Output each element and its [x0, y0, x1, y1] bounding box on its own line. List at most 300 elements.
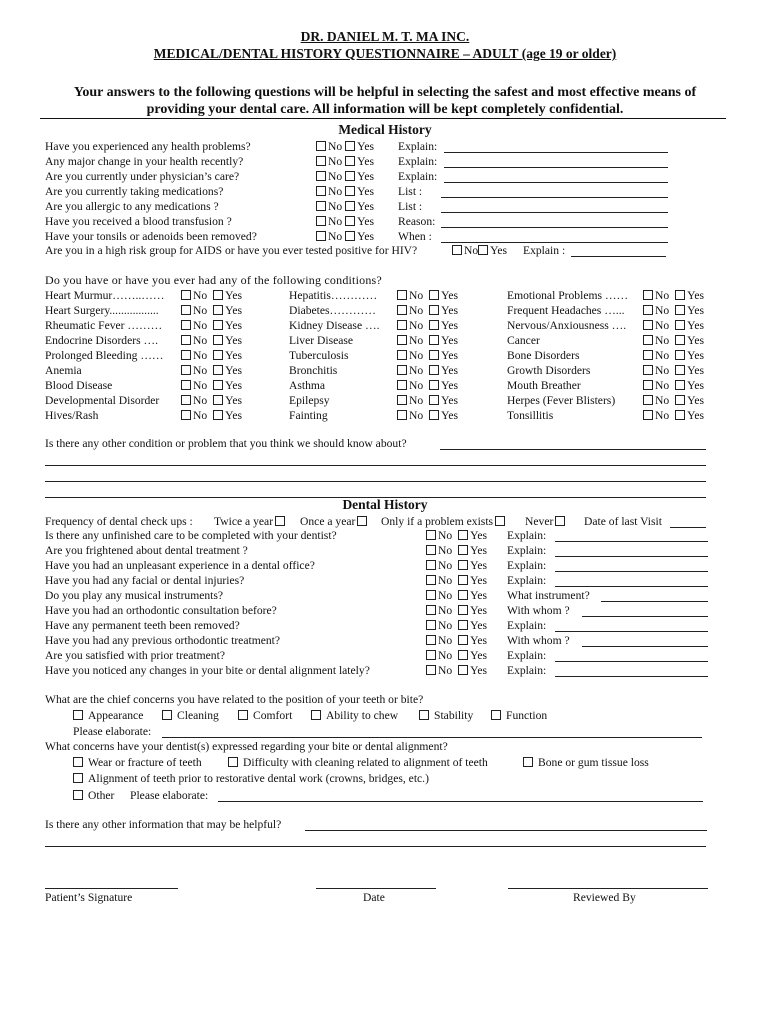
dental-no-checkbox[interactable]: [426, 545, 436, 555]
yes-label: Yes: [687, 304, 705, 317]
condition-label: Emotional Problems ……: [507, 289, 629, 302]
condition-no-checkbox[interactable]: [181, 395, 191, 405]
dental-question: Is there any unfinished care to be completed with your dentist?: [45, 529, 337, 542]
condition-label: Growth Disorders: [507, 364, 591, 377]
chief-option: [162, 709, 219, 722]
condition-yes-checkbox[interactable]: [429, 380, 439, 390]
yes-label: Yes: [687, 409, 705, 422]
freq-problem-checkbox[interactable]: [495, 516, 505, 526]
yes-label: Yes: [441, 319, 459, 332]
freq-twice-checkbox[interactable]: [275, 516, 285, 526]
condition-yes-checkbox[interactable]: [675, 320, 685, 330]
condition-yes-checkbox[interactable]: [675, 410, 685, 420]
condition-no-checkbox[interactable]: [181, 410, 191, 420]
freq-never-checkbox[interactable]: [555, 516, 565, 526]
condition-label: Fainting: [289, 409, 328, 422]
yes-label: Yes: [225, 289, 243, 302]
condition-no-checkbox[interactable]: [397, 410, 407, 420]
condition-yes-checkbox[interactable]: [675, 290, 685, 300]
condition-label: Mouth Breather: [507, 379, 581, 392]
dental-followup-label: Explain:: [507, 619, 547, 632]
condition-answer: [643, 364, 704, 377]
condition-yes-checkbox[interactable]: [213, 410, 223, 420]
dental-yes-checkbox[interactable]: [458, 560, 468, 570]
condition-label: Hives/Rash: [45, 409, 99, 422]
freq-once: [300, 515, 369, 528]
condition-answer: [397, 289, 458, 302]
form-title: MEDICAL/DENTAL HISTORY QUESTIONNAIRE – ADULT (age 19 or older): [153, 46, 617, 61]
condition-answer: [181, 409, 242, 422]
no-label: No: [409, 364, 424, 377]
condition-label: Heart Surgery.................: [45, 304, 159, 317]
hiv-answer: [452, 244, 507, 257]
dental-no-checkbox[interactable]: [426, 530, 436, 540]
condition-answer: [397, 349, 458, 362]
medical-followup-field[interactable]: [441, 242, 668, 243]
dental-question: Have any permanent teeth been removed?: [45, 619, 240, 632]
dental-yes-checkbox[interactable]: [458, 605, 468, 615]
intro-line-1: Your answers to the following questions will be helpful in selecting the safest and most effective means of: [73, 85, 697, 100]
condition-no-checkbox[interactable]: [643, 395, 653, 405]
condition-no-checkbox[interactable]: [643, 410, 653, 420]
chief-option: [238, 709, 292, 722]
condition-answer: [181, 349, 242, 362]
last-visit-label: Date of last Visit: [584, 515, 662, 528]
condition-label: Heart Murmur……..……: [45, 289, 165, 302]
dental-followup-field[interactable]: [555, 556, 708, 557]
no-label: No: [409, 394, 424, 407]
yes-label: Yes: [687, 379, 705, 392]
no-label: No: [409, 289, 424, 302]
dental-no-checkbox[interactable]: [426, 590, 436, 600]
dental-followup-field[interactable]: [555, 571, 708, 572]
condition-label: Endocrine Disorders ….: [45, 334, 159, 347]
other-info-line-2[interactable]: [45, 846, 706, 847]
chief-elaborate-label: Please elaborate:: [73, 725, 152, 738]
medical-answer: [316, 215, 374, 228]
no-label: No: [438, 634, 453, 647]
condition-yes-checkbox[interactable]: [429, 410, 439, 420]
condition-answer: [181, 379, 242, 392]
yes-label: Yes: [490, 244, 508, 257]
medical-followup-field[interactable]: [441, 212, 668, 213]
medical-question: Any major change in your health recently?: [45, 155, 244, 168]
dentist-option-wear: [73, 756, 202, 769]
yes-label: Yes: [470, 559, 488, 572]
no-label: No: [655, 409, 670, 422]
yes-label: Yes: [441, 349, 459, 362]
dental-yes-checkbox[interactable]: [458, 590, 468, 600]
dental-no-checkbox[interactable]: [426, 620, 436, 630]
yes-label: Yes: [470, 664, 488, 677]
dental-history-title: Dental History: [342, 497, 428, 512]
no-label: No: [193, 409, 208, 422]
no-label: No: [655, 349, 670, 362]
bone-loss-checkbox[interactable]: [523, 757, 533, 767]
other-info-field[interactable]: [305, 830, 707, 831]
condition-label: Frequent Headaches …...: [507, 304, 625, 317]
hiv-explain-field[interactable]: [571, 256, 666, 257]
medical-question: Are you allergic to any medications ?: [45, 200, 219, 213]
condition-label: Developmental Disorder: [45, 394, 160, 407]
condition-no-checkbox[interactable]: [181, 380, 191, 390]
condition-label: Blood Disease: [45, 379, 113, 392]
no-label: No: [409, 319, 424, 332]
dentist-concerns-question: What concerns have your dentist(s) expressed regarding your bite or dental alignment?: [45, 740, 448, 753]
medical-followup-label: When :: [398, 230, 432, 243]
other-condition-line-2[interactable]: [45, 465, 706, 466]
condition-no-checkbox[interactable]: [643, 335, 653, 345]
medical-followup-field[interactable]: [441, 227, 668, 228]
no-label: No: [655, 364, 670, 377]
dental-yes-checkbox[interactable]: [458, 650, 468, 660]
condition-label: Asthma: [289, 379, 326, 392]
chief-concerns-question: What are the chief concerns you have related to the position of your teeth or bite?: [45, 693, 424, 706]
freq-once-label: Once a year: [300, 515, 356, 528]
no-label: No: [655, 289, 670, 302]
other-elaborate-field[interactable]: [218, 801, 703, 802]
medical-answer: [316, 140, 374, 153]
chief-option-label: Function: [506, 709, 548, 722]
other-condition-field[interactable]: [440, 449, 706, 450]
medical-q2-no-checkbox[interactable]: [316, 171, 326, 181]
patient-signature-field[interactable]: [45, 888, 178, 889]
condition-answer: [643, 289, 704, 302]
condition-yes-checkbox[interactable]: [675, 365, 685, 375]
dental-yes-checkbox[interactable]: [458, 545, 468, 555]
condition-no-checkbox[interactable]: [181, 365, 191, 375]
medical-q6-yes-checkbox[interactable]: [345, 231, 355, 241]
dental-followup-label: Explain:: [507, 544, 547, 557]
yes-label: Yes: [357, 170, 375, 183]
cleaning-difficulty-checkbox[interactable]: [228, 757, 238, 767]
dentist-option-bone: [523, 756, 649, 769]
condition-label: Nervous/Anxiousness ….: [507, 319, 627, 332]
condition-label: Rheumatic Fever ………: [45, 319, 163, 332]
yes-label: Yes: [470, 649, 488, 662]
chief-option-checkbox[interactable]: [491, 710, 501, 720]
medical-q2-yes-checkbox[interactable]: [345, 171, 355, 181]
yes-label: Yes: [470, 589, 488, 602]
medical-q5-no-checkbox[interactable]: [316, 216, 326, 226]
medical-q4-yes-checkbox[interactable]: [345, 201, 355, 211]
condition-yes-checkbox[interactable]: [213, 395, 223, 405]
yes-label: Yes: [225, 394, 243, 407]
chief-option: [491, 709, 547, 722]
condition-answer: [643, 409, 704, 422]
condition-label: Bronchitis: [289, 364, 338, 377]
medical-q6-no-checkbox[interactable]: [316, 231, 326, 241]
freq-problem-label: Only if a problem exists: [381, 515, 494, 528]
condition-yes-checkbox[interactable]: [429, 335, 439, 345]
medical-q0-no-checkbox[interactable]: [316, 141, 326, 151]
medical-q1-yes-checkbox[interactable]: [345, 156, 355, 166]
no-label: No: [438, 619, 453, 632]
doctor-name: DR. DANIEL M. T. MA INC.: [300, 29, 470, 44]
dental-answer: [426, 634, 487, 647]
condition-no-checkbox[interactable]: [397, 395, 407, 405]
condition-yes-checkbox[interactable]: [429, 320, 439, 330]
yes-label: Yes: [225, 409, 243, 422]
medical-q3-no-checkbox[interactable]: [316, 186, 326, 196]
freq-twice-label: Twice a year: [214, 515, 274, 528]
dental-followup-field[interactable]: [582, 616, 708, 617]
no-label: No: [328, 170, 343, 183]
medical-answer: [316, 200, 374, 213]
chief-option-label: Comfort: [253, 709, 293, 722]
medical-answer: [316, 185, 374, 198]
dental-yes-checkbox[interactable]: [458, 530, 468, 540]
reviewed-by-label: Reviewed By: [573, 891, 636, 904]
condition-label: Prolonged Bleeding ……: [45, 349, 164, 362]
no-label: No: [655, 304, 670, 317]
no-label: No: [328, 155, 343, 168]
condition-no-checkbox[interactable]: [181, 335, 191, 345]
no-label: No: [464, 244, 479, 257]
condition-answer: [181, 319, 242, 332]
dental-yes-checkbox[interactable]: [458, 665, 468, 675]
last-visit-field[interactable]: [670, 527, 706, 528]
condition-yes-checkbox[interactable]: [213, 350, 223, 360]
dental-answer: [426, 574, 487, 587]
no-label: No: [438, 529, 453, 542]
dental-followup-field[interactable]: [555, 541, 708, 542]
condition-no-checkbox[interactable]: [643, 350, 653, 360]
condition-yes-checkbox[interactable]: [213, 380, 223, 390]
dental-question: Are you satisfied with prior treatment?: [45, 649, 225, 662]
conditions-prompt: Do you have or have you ever had any of the following conditions?: [45, 273, 382, 287]
hiv-explain-label: Explain :: [523, 244, 566, 257]
yes-label: Yes: [470, 634, 488, 647]
dental-yes-checkbox[interactable]: [458, 635, 468, 645]
dental-question: Have you noticed any changes in your bite or dental alignment lately?: [45, 664, 370, 677]
condition-no-checkbox[interactable]: [397, 335, 407, 345]
hiv-no-checkbox[interactable]: [452, 245, 462, 255]
condition-no-checkbox[interactable]: [643, 365, 653, 375]
condition-no-checkbox[interactable]: [397, 350, 407, 360]
no-label: No: [655, 379, 670, 392]
medical-q5-yes-checkbox[interactable]: [345, 216, 355, 226]
no-label: No: [193, 379, 208, 392]
condition-yes-checkbox[interactable]: [213, 290, 223, 300]
chief-option: [419, 709, 473, 722]
condition-yes-checkbox[interactable]: [675, 305, 685, 315]
chief-option-checkbox[interactable]: [419, 710, 429, 720]
condition-yes-checkbox[interactable]: [213, 335, 223, 345]
condition-answer: [397, 364, 458, 377]
other-elaborate-label: Please elaborate:: [130, 789, 209, 802]
condition-no-checkbox[interactable]: [643, 320, 653, 330]
dental-answer: [426, 649, 487, 662]
condition-no-checkbox[interactable]: [181, 305, 191, 315]
condition-yes-checkbox[interactable]: [429, 395, 439, 405]
condition-answer: [643, 304, 704, 317]
chief-option-checkbox[interactable]: [238, 710, 248, 720]
dentist-option-cleaning: [228, 756, 488, 769]
frequency-label: Frequency of dental check ups :: [45, 515, 193, 528]
dental-followup-field[interactable]: [582, 646, 708, 647]
yes-label: Yes: [357, 140, 375, 153]
alignment-checkbox[interactable]: [73, 773, 83, 783]
dental-answer: [426, 619, 487, 632]
yes-label: Yes: [687, 394, 705, 407]
condition-answer: [643, 394, 704, 407]
chief-option-checkbox[interactable]: [311, 710, 321, 720]
dental-question: Have you had any previous orthodontic treatment?: [45, 634, 281, 647]
condition-label: Epilepsy: [289, 394, 330, 407]
dental-answer: [426, 559, 487, 572]
condition-no-checkbox[interactable]: [181, 350, 191, 360]
condition-yes-checkbox[interactable]: [675, 380, 685, 390]
patient-signature-label: Patient’s Signature: [45, 891, 133, 904]
condition-no-checkbox[interactable]: [181, 320, 191, 330]
condition-yes-checkbox[interactable]: [429, 365, 439, 375]
medical-followup-field[interactable]: [441, 197, 668, 198]
chief-option: [311, 709, 398, 722]
dental-no-checkbox[interactable]: [426, 560, 436, 570]
medical-q0-yes-checkbox[interactable]: [345, 141, 355, 151]
condition-label: Anemia: [45, 364, 82, 377]
condition-answer: [397, 304, 458, 317]
dental-followup-field[interactable]: [555, 631, 708, 632]
dental-followup-label: Explain:: [507, 664, 547, 677]
condition-answer: [181, 304, 242, 317]
no-label: No: [655, 394, 670, 407]
no-label: No: [438, 589, 453, 602]
dental-yes-checkbox[interactable]: [458, 575, 468, 585]
dentist-option-alignment: [73, 772, 429, 785]
condition-no-checkbox[interactable]: [643, 290, 653, 300]
condition-answer: [181, 364, 242, 377]
no-label: No: [193, 394, 208, 407]
medical-followup-label: Explain:: [398, 170, 438, 183]
medical-followup-label: List :: [398, 185, 423, 198]
condition-no-checkbox[interactable]: [643, 380, 653, 390]
no-label: No: [328, 215, 343, 228]
dental-followup-field[interactable]: [555, 661, 708, 662]
dental-followup-field[interactable]: [555, 676, 708, 677]
condition-label: Diabetes…………: [289, 304, 376, 317]
condition-yes-checkbox[interactable]: [429, 350, 439, 360]
dental-answer: [426, 544, 487, 557]
condition-yes-checkbox[interactable]: [213, 365, 223, 375]
condition-yes-checkbox[interactable]: [675, 395, 685, 405]
medical-followup-field[interactable]: [444, 182, 668, 183]
medical-question: Have you experienced any health problems?: [45, 140, 251, 153]
condition-no-checkbox[interactable]: [397, 290, 407, 300]
condition-label: Hepatitis…………: [289, 289, 378, 302]
medical-followup-field[interactable]: [444, 152, 668, 153]
condition-no-checkbox[interactable]: [397, 305, 407, 315]
yes-label: Yes: [470, 604, 488, 617]
no-label: No: [328, 140, 343, 153]
no-label: No: [193, 304, 208, 317]
yes-label: Yes: [441, 289, 459, 302]
condition-answer: [181, 289, 242, 302]
dental-followup-field[interactable]: [601, 601, 708, 602]
medical-answer: [316, 170, 374, 183]
hiv-yes-checkbox[interactable]: [478, 245, 488, 255]
condition-label: Bone Disorders: [507, 349, 580, 362]
condition-yes-checkbox[interactable]: [429, 290, 439, 300]
yes-label: Yes: [441, 334, 459, 347]
yes-label: Yes: [470, 574, 488, 587]
freq-once-checkbox[interactable]: [357, 516, 367, 526]
chief-option-checkbox[interactable]: [73, 710, 83, 720]
date-field[interactable]: [316, 888, 436, 889]
other-info-question: Is there any other information that may be helpful?: [45, 818, 282, 831]
dental-no-checkbox[interactable]: [426, 575, 436, 585]
dental-followup-label: Explain:: [507, 649, 547, 662]
medical-followup-field[interactable]: [444, 167, 668, 168]
chief-option-label: Appearance: [88, 709, 144, 722]
condition-yes-checkbox[interactable]: [213, 305, 223, 315]
condition-no-checkbox[interactable]: [397, 380, 407, 390]
condition-yes-checkbox[interactable]: [213, 320, 223, 330]
yes-label: Yes: [357, 200, 375, 213]
dental-yes-checkbox[interactable]: [458, 620, 468, 630]
condition-answer: [397, 334, 458, 347]
yes-label: Yes: [441, 304, 459, 317]
no-label: No: [409, 379, 424, 392]
chief-option-checkbox[interactable]: [162, 710, 172, 720]
condition-yes-checkbox[interactable]: [429, 305, 439, 315]
freq-problem: [381, 515, 507, 528]
no-label: No: [328, 200, 343, 213]
yes-label: Yes: [687, 289, 705, 302]
dental-no-checkbox[interactable]: [426, 635, 436, 645]
reviewed-by-field[interactable]: [508, 888, 708, 889]
condition-yes-checkbox[interactable]: [675, 335, 685, 345]
dental-no-checkbox[interactable]: [426, 605, 436, 615]
dental-followup-field[interactable]: [555, 586, 708, 587]
dental-answer: [426, 664, 487, 677]
medical-followup-label: List :: [398, 200, 423, 213]
no-label: No: [438, 544, 453, 557]
condition-answer: [643, 334, 704, 347]
wear-checkbox[interactable]: [73, 757, 83, 767]
condition-no-checkbox[interactable]: [397, 365, 407, 375]
medical-answer: [316, 155, 374, 168]
other-condition-line-3[interactable]: [45, 481, 706, 482]
dental-no-checkbox[interactable]: [426, 665, 436, 675]
condition-yes-checkbox[interactable]: [675, 350, 685, 360]
medical-history-title: Medical History: [338, 122, 432, 137]
condition-no-checkbox[interactable]: [643, 305, 653, 315]
yes-label: Yes: [441, 409, 459, 422]
condition-no-checkbox[interactable]: [397, 320, 407, 330]
date-label: Date: [363, 891, 385, 904]
chief-option: [73, 709, 143, 722]
no-label: No: [328, 185, 343, 198]
no-label: No: [409, 334, 424, 347]
chief-elaborate-field[interactable]: [162, 737, 702, 738]
yes-label: Yes: [441, 394, 459, 407]
yes-label: Yes: [225, 364, 243, 377]
medical-question: Are you currently under physician’s care?: [45, 170, 240, 183]
condition-no-checkbox[interactable]: [181, 290, 191, 300]
medical-q3-yes-checkbox[interactable]: [345, 186, 355, 196]
no-label: No: [655, 319, 670, 332]
chief-option-label: Ability to chew: [326, 709, 399, 722]
other-checkbox[interactable]: [73, 790, 83, 800]
medical-q4-no-checkbox[interactable]: [316, 201, 326, 211]
dental-no-checkbox[interactable]: [426, 650, 436, 660]
medical-q1-no-checkbox[interactable]: [316, 156, 326, 166]
yes-label: Yes: [687, 349, 705, 362]
dentist-option-other: [73, 789, 114, 802]
yes-label: Yes: [225, 304, 243, 317]
